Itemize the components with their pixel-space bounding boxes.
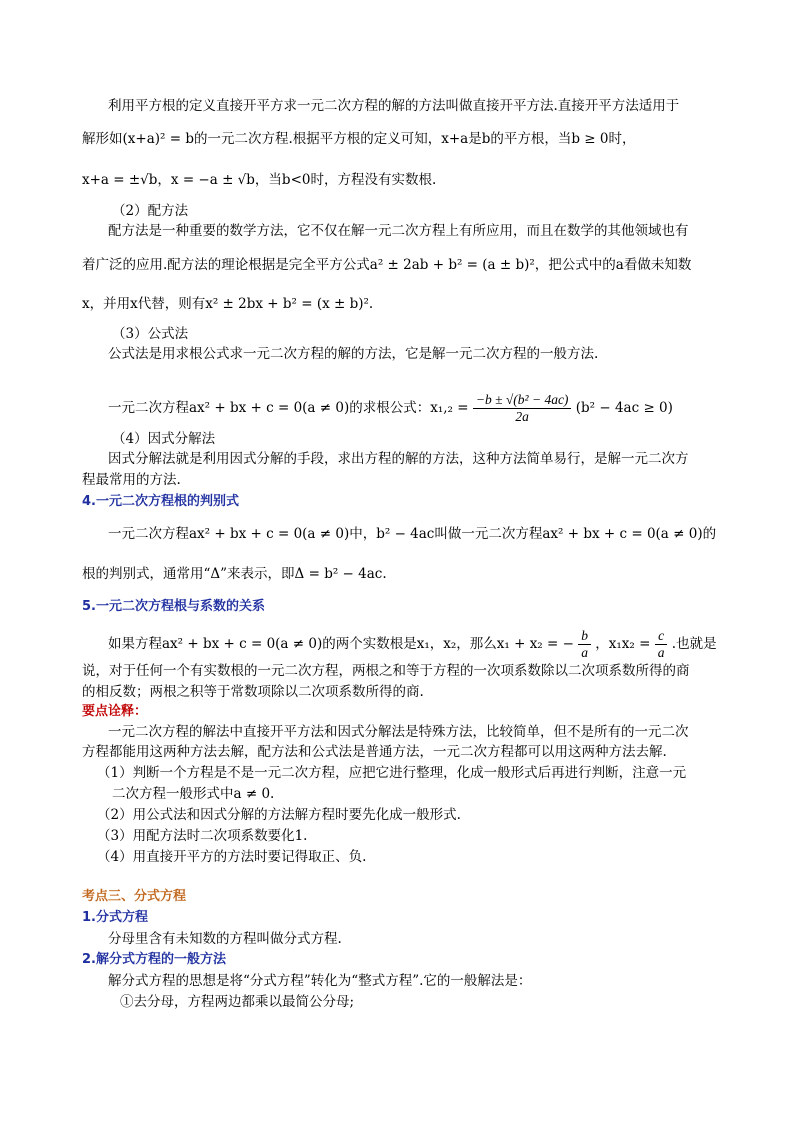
note-item: （2）用公式法和因式分解的方法解方程时要先化成一般形式. — [97, 807, 461, 823]
fraction-numerator: b — [578, 628, 591, 645]
paragraph-line: 根的判别式，通常用“Δ”来表示，即Δ = b² − 4ac. — [82, 566, 387, 582]
paragraph-line: 程最常用的方法. — [82, 472, 181, 488]
sum-fraction — [578, 628, 591, 661]
paragraph-line: 方程都能用这两种方法去解，配方法和公式法是普通方法，一元二次方程都可以用这两种方法去解. — [82, 744, 667, 760]
paragraph-line: 一元二次方程的解法中直接开平方法和因式分解法是特殊方法，比较简单，但不是所有的一元二次 — [108, 724, 689, 740]
paragraph-line: 说，对于任何一个有实数根的一元二次方程，两根之和等于方程的一次项系数除以二次项系数所得的商 — [82, 663, 690, 679]
fraction-numerator: −b ± √(b² − 4ac) — [473, 392, 572, 409]
formula-line — [108, 628, 717, 661]
relation-middle: ，x₁x₂ = — [595, 636, 651, 652]
paragraph-line: 分母里含有未知数的方程叫做分式方程. — [108, 931, 342, 947]
relation-suffix: .也就是 — [671, 636, 717, 652]
note-item-continuation: 二次方程一般形式中a ≠ 0. — [112, 786, 275, 802]
section-heading: 2.解分式方程的一般方法 — [82, 952, 226, 967]
fraction-denominator: 2a — [515, 409, 529, 424]
paragraph-line: 一元二次方程ax² + bx + c = 0(a ≠ 0)中，b² − 4ac叫做一元二次方程ax² + bx + c = 0(a ≠ 0)的 — [108, 526, 717, 542]
paragraph-line: 公式法是用求根公式求一元二次方程的解的方法，它是解一元二次方程的一般方法. — [108, 346, 599, 362]
section-heading: 4.一元二次方程根的判别式 — [82, 494, 239, 509]
paragraph-line: 利用平方根的定义直接开平方求一元二次方程的解的方法叫做直接开平方法.直接开平方法适用于 — [108, 98, 680, 114]
paragraph-line: x，并用x代替，则有x² ± 2bx + b² = (x ± b)². — [82, 296, 374, 312]
formula-line — [108, 392, 673, 425]
paragraph-line: x+a = ±√b，x = −a ± √b，当b<0时，方程没有实数根. — [82, 172, 437, 188]
note-item: （1）判断一个方程是不是一元二次方程，应把它进行整理，化成一般形式后再进行判断，注意一元 — [97, 765, 687, 781]
subsection-heading: （3）公式法 — [112, 326, 189, 342]
paragraph-line: 解形如(x+a)² = b的一元二次方程.根据平方根的定义可知，x+a是b的平方根，当b ≥ 0时， — [82, 131, 636, 147]
formula-condition: (b² − 4ac ≥ 0) — [575, 400, 673, 416]
topic-heading: 考点三、分式方程 — [82, 889, 187, 904]
relation-prefix: 如果方程ax² + bx + c = 0(a ≠ 0)的两个实数根是x₁，x₂，那么x₁ + x₂ = − — [108, 636, 574, 652]
fraction-denominator: a — [657, 645, 665, 660]
paragraph-line: 因式分解法就是利用因式分解的手段，求出方程的解的方法，这种方法简单易行，是解一元二次方 — [108, 451, 689, 467]
product-fraction — [655, 628, 668, 661]
paragraph-line: 配方法是一种重要的数学方法，它不仅在解一元二次方程上有所应用，而且在数学的其他领域也有 — [108, 223, 689, 239]
fraction-numerator: c — [655, 628, 668, 645]
quadratic-formula-fraction — [473, 392, 572, 425]
note-item: （3）用配方法时二次项系数要化1. — [97, 828, 308, 844]
key-points-heading: 要点诠释： — [82, 704, 148, 719]
subsection-heading: （4）因式分解法 — [112, 431, 216, 447]
section-heading: 5.一元二次方程根与系数的关系 — [82, 599, 265, 614]
paragraph-line: 的相反数；两根之积等于常数项除以二次项系数所得的商. — [82, 684, 424, 700]
note-item: （4）用直接开平方的方法时要记得取正、负. — [97, 849, 367, 865]
paragraph-line: 解分式方程的思想是将“分式方程”转化为“整式方程”.它的一般解法是： — [108, 973, 532, 989]
paragraph-line: 着广泛的应用.配方法的理论根据是完全平方公式a² ± 2ab + b² = (a ± b)²，把公式中的a看做未知数 — [82, 257, 692, 273]
step-item: ①去分母，方程两边都乘以最简公分母; — [120, 994, 355, 1010]
fraction-denominator: a — [581, 645, 588, 660]
formula-prefix: 一元二次方程ax² + bx + c = 0(a ≠ 0)的求根公式：x₁,₂ = — [108, 400, 469, 416]
subsection-heading: （2）配方法 — [112, 203, 189, 219]
section-heading: 1.分式方程 — [82, 910, 148, 925]
